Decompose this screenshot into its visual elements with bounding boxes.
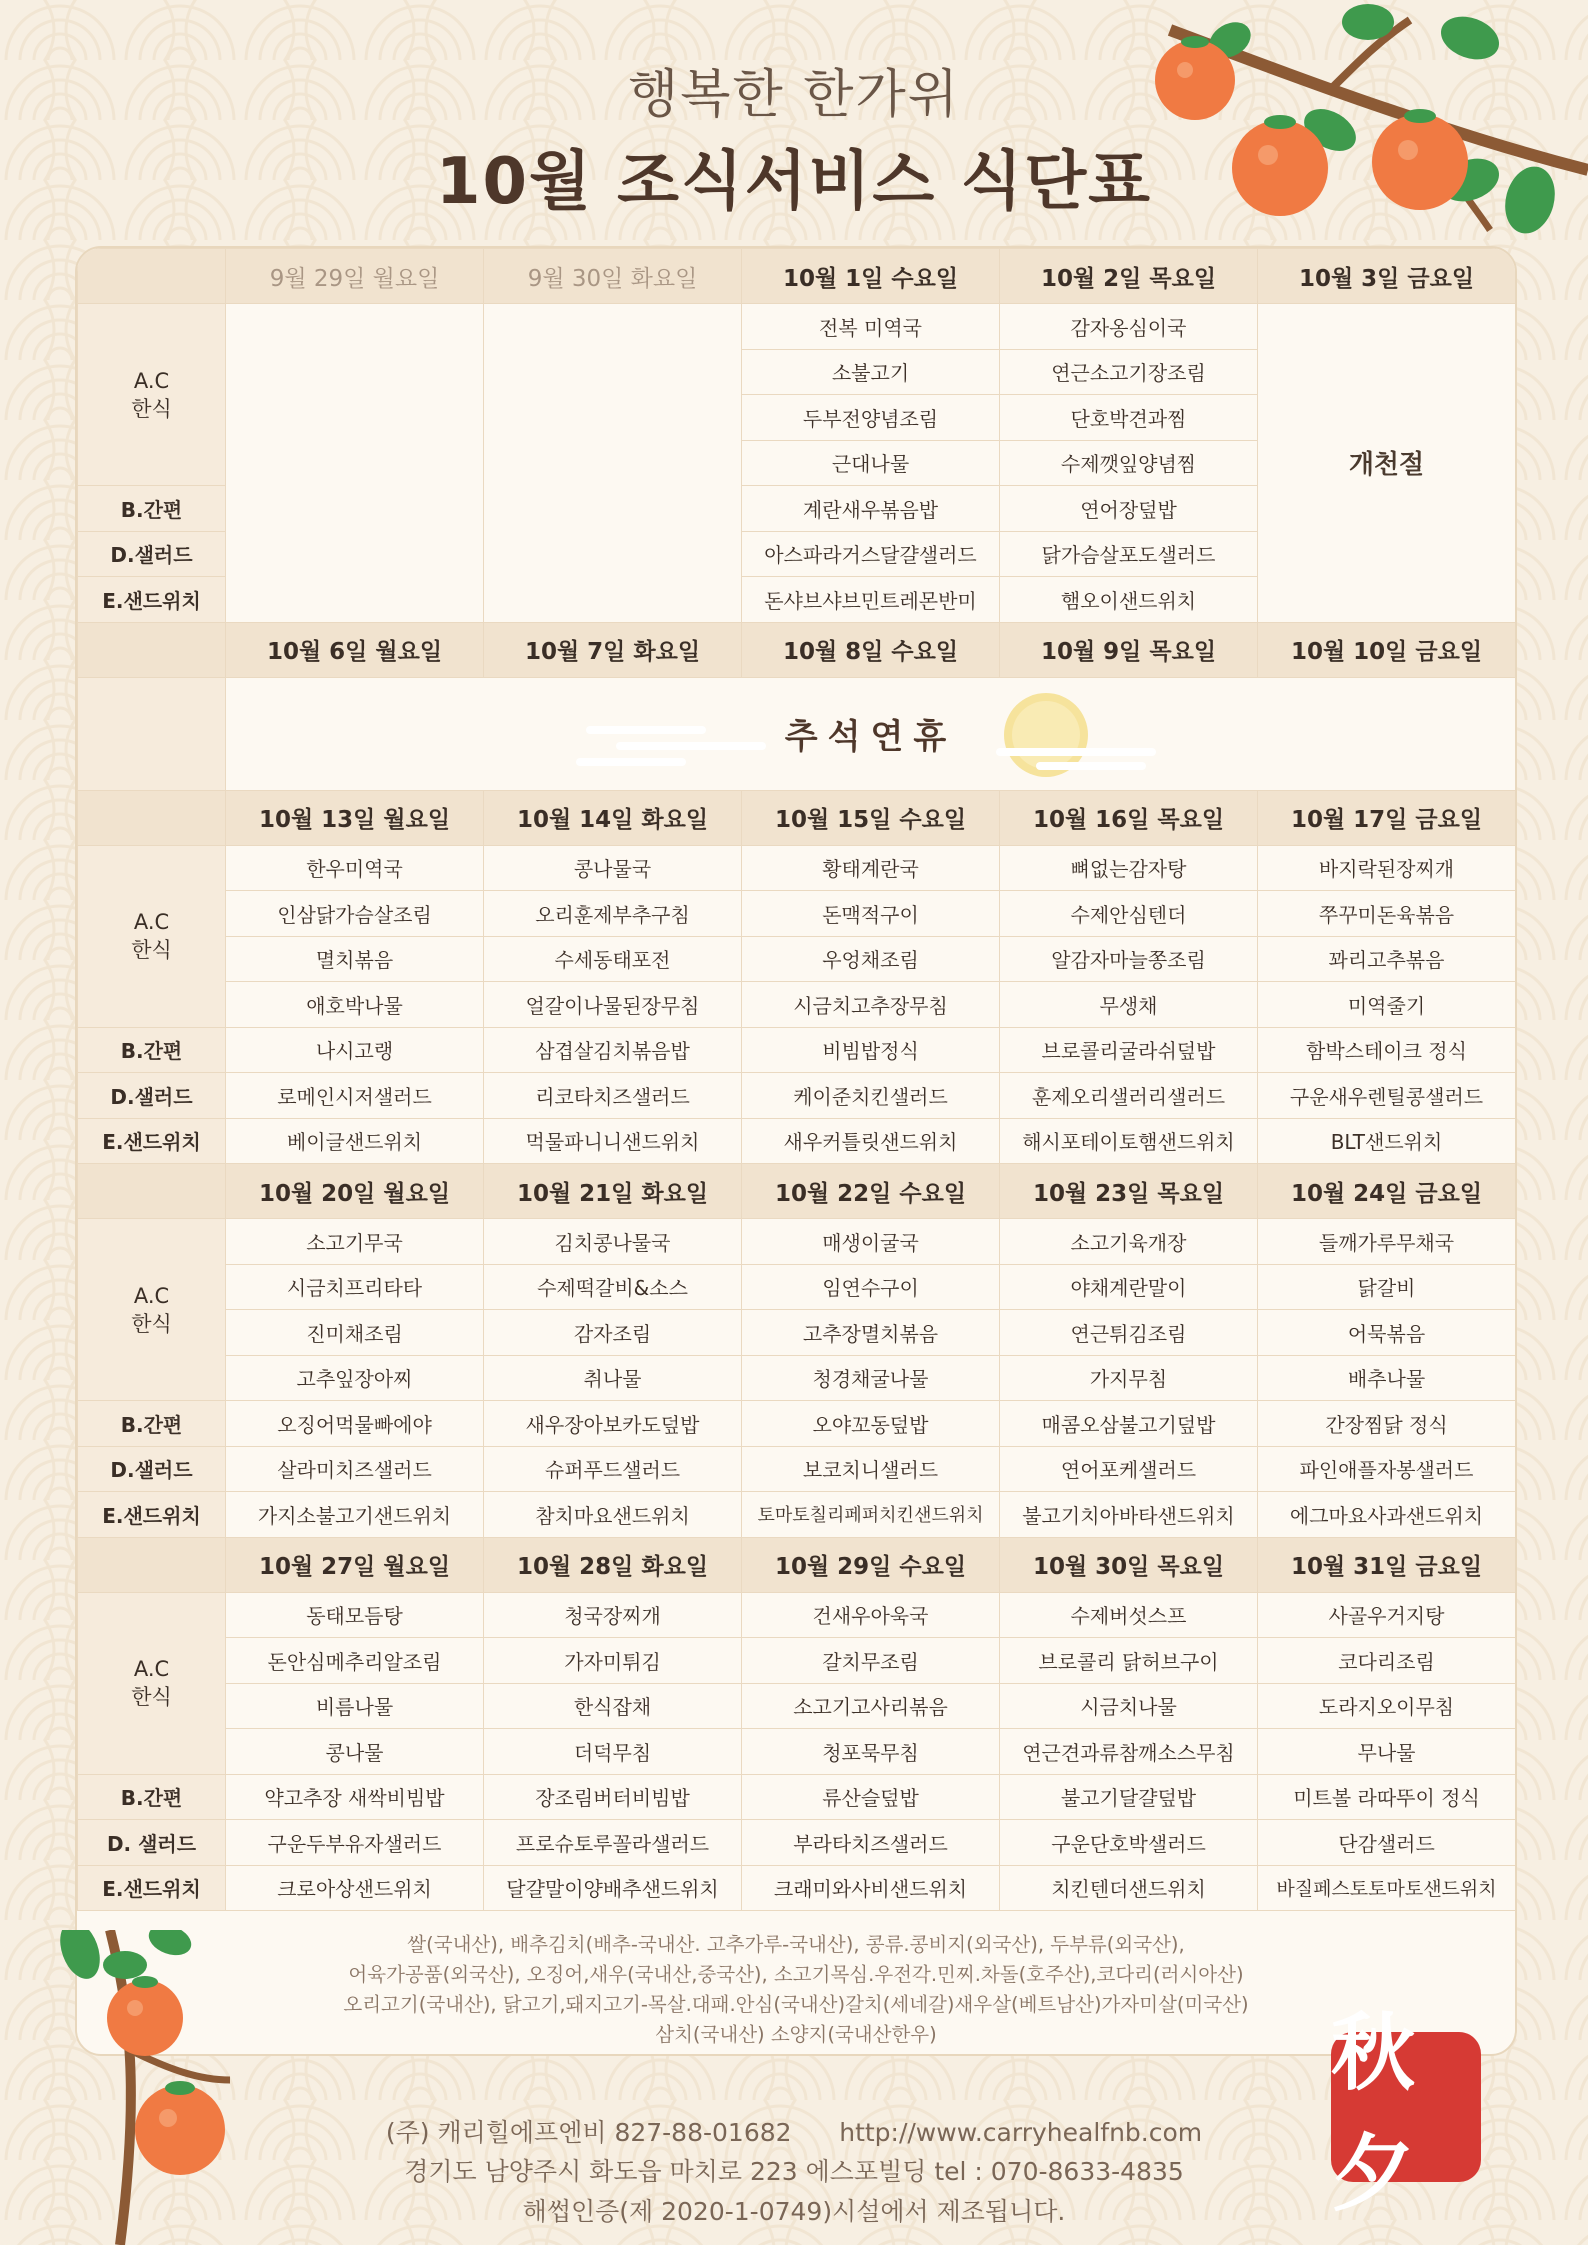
label-ac-line2: 한식: [131, 1685, 172, 1709]
menu-cell: 쭈꾸미돈육볶음: [1258, 891, 1516, 937]
menu-cell: 연어장덮밥: [1000, 486, 1258, 532]
chuseok-seal-stamp: [1331, 2003, 1481, 2223]
table-row: [78, 304, 1516, 350]
page-title: 10월 조식서비스 식단표: [435, 145, 1153, 219]
menu-cell: 부라타치즈샐러드: [742, 1820, 1000, 1866]
menu-cell: 파인애플자봉샐러드: [1258, 1446, 1516, 1492]
day-header: 10월 21일 화요일: [484, 1164, 742, 1219]
day-header: 10월 1일 수요일: [742, 249, 1000, 304]
menu-cell: 전복 미역국: [742, 304, 1000, 350]
menu-cell: 슈퍼푸드샐러드: [484, 1446, 742, 1492]
menu-cell: 크래미와사비샌드위치: [742, 1865, 1000, 1911]
menu-cell: 크로아상샌드위치: [226, 1865, 484, 1911]
label-e: E.샌드위치: [78, 1118, 226, 1164]
menu-cell: 소불고기: [742, 349, 1000, 395]
origin-note-line: 쌀(국내산), 배추김치(배추-국내산. 고추가루-국내산), 콩류.콩비지(외국산), 두부류(외국산),: [407, 1933, 1185, 1956]
menu-cell: 연근튀김조림: [1000, 1310, 1258, 1356]
menu-cell: 구운단호박샐러드: [1000, 1820, 1258, 1866]
menu-cell: 근대나물: [742, 440, 1000, 486]
label-ac-line1: A.C: [133, 910, 170, 934]
menu-table: [77, 248, 1516, 1911]
day-header: 10월 30일 목요일: [1000, 1537, 1258, 1592]
menu-cell: 들깨가루무채국: [1258, 1219, 1516, 1265]
label-e: E.샌드위치: [78, 1865, 226, 1911]
menu-cell: 콩나물국: [484, 845, 742, 891]
day-header: 10월 14일 화요일: [484, 790, 742, 845]
menu-cell: 보코치니샐러드: [742, 1446, 1000, 1492]
menu-cell: 돈맥적구이: [742, 891, 1000, 937]
day-header: 10월 17일 금요일: [1258, 790, 1516, 845]
label-b: B.간편: [78, 1401, 226, 1447]
table-row: [78, 982, 1516, 1028]
menu-cell: 브로콜리 닭허브구이: [1000, 1638, 1258, 1684]
table-row: [78, 1683, 1516, 1729]
label-e: E.샌드위치: [78, 1492, 226, 1538]
haccp-notice: 해썹인증(제 2020-1-0749)시설에서 제조됩니다.: [522, 2197, 1066, 2226]
label-ac-line2: 한식: [131, 396, 172, 421]
day-header: 10월 29일 수요일: [742, 1537, 1000, 1592]
menu-cell: 감자옹심이국: [1000, 304, 1258, 350]
origin-note-line: 삼치(국내산) 소양지(국내산한우): [655, 2023, 937, 2046]
menu-cell: 연근견과류참깨소스무침: [1000, 1729, 1258, 1775]
table-row: [78, 1729, 1516, 1775]
menu-cell: 야채계란말이: [1000, 1264, 1258, 1310]
label-d: D.샐러드: [78, 1073, 226, 1119]
menu-table-card: [75, 246, 1517, 2056]
menu-cell: 훈제오리샐러리샐러드: [1000, 1073, 1258, 1119]
table-row: [78, 1446, 1516, 1492]
label-ac-line1: A.C: [133, 1657, 170, 1681]
menu-cell: 한식잡채: [484, 1683, 742, 1729]
label-ac: [78, 304, 226, 486]
table-row: [78, 1219, 1516, 1265]
menu-cell: 감자조림: [484, 1310, 742, 1356]
menu-cell: 얼갈이나물된장무침: [484, 982, 742, 1028]
day-header: 10월 22일 수요일: [742, 1164, 1000, 1219]
table-row: [78, 1774, 1516, 1820]
day-header: 10월 27일 월요일: [226, 1537, 484, 1592]
menu-cell: 바지락된장찌개: [1258, 845, 1516, 891]
day-header: 10월 8일 수요일: [742, 622, 1000, 677]
menu-cell: 프로슈토루꼴라샐러드: [484, 1820, 742, 1866]
menu-cell: 수제떡갈비&소스: [484, 1264, 742, 1310]
table-row: [78, 1592, 1516, 1638]
origin-note-line: 오리고기(국내산), 닭고기,돼지고기-목살.대패.안심(국내산)갈치(세네갈)새우살(베트남산)가자미살(미국산): [343, 1993, 1249, 2016]
menu-cell: 두부전양념조림: [742, 395, 1000, 441]
menu-cell: 콩나물: [226, 1729, 484, 1775]
menu-cell: 먹물파니니샌드위치: [484, 1118, 742, 1164]
menu-cell: 참치마요샌드위치: [484, 1492, 742, 1538]
menu-cell: 돈안심메추리알조림: [226, 1638, 484, 1684]
header-corner: [78, 249, 226, 304]
menu-cell: 멸치볶음: [226, 936, 484, 982]
menu-cell: 한우미역국: [226, 845, 484, 891]
menu-cell: 나시고랭: [226, 1027, 484, 1073]
menu-cell: 가지무침: [1000, 1355, 1258, 1401]
menu-cell: 황태계란국: [742, 845, 1000, 891]
menu-cell: 로메인시저샐러드: [226, 1073, 484, 1119]
header-corner: [78, 622, 226, 677]
menu-cell: 애호박나물: [226, 982, 484, 1028]
menu-cell: 연근소고기장조림: [1000, 349, 1258, 395]
day-header: 9월 30일 화요일: [484, 249, 742, 304]
company-address: 경기도 남양주시 화도읍 마치로 223 에스포빌딩 tel : 070-8633-4835: [404, 2157, 1184, 2186]
week-header-row: [78, 790, 1516, 845]
menu-cell: 오야꼬동덮밥: [742, 1401, 1000, 1447]
menu-cell: 꽈리고추볶음: [1258, 936, 1516, 982]
menu-cell: 케이준치킨샐러드: [742, 1073, 1000, 1119]
menu-cell: 리코타치즈샐러드: [484, 1073, 742, 1119]
table-row: [78, 1492, 1516, 1538]
menu-cell: 미역줄기: [1258, 982, 1516, 1028]
table-row: [78, 677, 1516, 790]
day-header: 10월 16일 목요일: [1000, 790, 1258, 845]
menu-cell: 소고기무국: [226, 1219, 484, 1265]
menu-cell: 김치콩나물국: [484, 1219, 742, 1265]
menu-cell: 구운두부유자샐러드: [226, 1820, 484, 1866]
persimmon-branch-bottom-icon: [50, 1930, 280, 2245]
label-b: B.간편: [78, 486, 226, 532]
menu-cell: 갈치무조림: [742, 1638, 1000, 1684]
menu-cell: 불고기치아바타샌드위치: [1000, 1492, 1258, 1538]
menu-cell: 삼겹살김치볶음밥: [484, 1027, 742, 1073]
day-header: 10월 28일 화요일: [484, 1537, 742, 1592]
label-ac-line2: 한식: [131, 1311, 172, 1336]
origin-notes: [77, 1930, 1515, 2050]
menu-cell: 도라지오이무침: [1258, 1683, 1516, 1729]
menu-cell: 단호박견과찜: [1000, 395, 1258, 441]
menu-cell: 더덕무침: [484, 1729, 742, 1775]
table-row: [78, 936, 1516, 982]
menu-cell: 새우장아보카도덮밥: [484, 1401, 742, 1447]
label-ac: [78, 845, 226, 1027]
menu-cell: 아스파라거스달걀샐러드: [742, 531, 1000, 577]
empty-cell: [484, 304, 742, 623]
week-header-row: [78, 1164, 1516, 1219]
menu-cell: 바질페스토토마토샌드위치: [1258, 1865, 1516, 1911]
menu-cell: 베이글샌드위치: [226, 1118, 484, 1164]
menu-cell: 토마토칠리페퍼치킨샌드위치: [742, 1492, 1000, 1538]
week-header-row: [78, 622, 1516, 677]
label-b: B.간편: [78, 1027, 226, 1073]
menu-cell: 배추나물: [1258, 1355, 1516, 1401]
day-header: 10월 15일 수요일: [742, 790, 1000, 845]
menu-cell: 오리훈제부추구침: [484, 891, 742, 937]
table-row: [78, 1820, 1516, 1866]
menu-cell: 취나물: [484, 1355, 742, 1401]
menu-cell: 수제버섯스프: [1000, 1592, 1258, 1638]
menu-cell: 시금치고추장무침: [742, 982, 1000, 1028]
menu-cell: 돈샤브샤브민트레몬반미: [742, 577, 1000, 623]
menu-cell: 고추장멸치볶음: [742, 1310, 1000, 1356]
menu-cell: 무나물: [1258, 1729, 1516, 1775]
menu-cell: 수제안심텐더: [1000, 891, 1258, 937]
day-header: 10월 13일 월요일: [226, 790, 484, 845]
label-d: D. 샐러드: [78, 1820, 226, 1866]
menu-cell: 햄오이샌드위치: [1000, 577, 1258, 623]
menu-cell: 류산슬덮밥: [742, 1774, 1000, 1820]
seal-text: 秋夕: [1331, 2003, 1410, 2223]
menu-cell: 고추잎장아찌: [226, 1355, 484, 1401]
menu-cell: 에그마요사과샌드위치: [1258, 1492, 1516, 1538]
menu-cell: 장조림버터비빔밥: [484, 1774, 742, 1820]
day-header: 10월 20일 월요일: [226, 1164, 484, 1219]
menu-cell: 청국장찌개: [484, 1592, 742, 1638]
menu-cell: 매생이굴국: [742, 1219, 1000, 1265]
day-header: 10월 10일 금요일: [1258, 622, 1516, 677]
chuseok-holiday-text: 추석연휴: [784, 717, 957, 757]
menu-cell: 단감샐러드: [1258, 1820, 1516, 1866]
table-row: [78, 1355, 1516, 1401]
menu-cell: 약고추장 새싹비빔밥: [226, 1774, 484, 1820]
company-info: (주) 캐리힐에프엔비 827-88-01682 http://www.carryhealfnb.com: [385, 2118, 1203, 2147]
table-row: [78, 1027, 1516, 1073]
table-row: [78, 1073, 1516, 1119]
persimmon-branch-top-icon: [1130, 0, 1588, 250]
menu-cell: 계란새우볶음밥: [742, 486, 1000, 532]
label-b: B.간편: [78, 1774, 226, 1820]
table-row: [78, 1865, 1516, 1911]
menu-cell: 소고기육개장: [1000, 1219, 1258, 1265]
menu-cell: 우엉채조림: [742, 936, 1000, 982]
menu-cell: 치킨텐더샌드위치: [1000, 1865, 1258, 1911]
menu-cell: 비빔밥정식: [742, 1027, 1000, 1073]
chuseok-holiday-cell: [226, 677, 1516, 790]
menu-cell: 닭가슴살포도샐러드: [1000, 531, 1258, 577]
menu-cell: 뼈없는감자탕: [1000, 845, 1258, 891]
menu-cell: 시금치나물: [1000, 1683, 1258, 1729]
menu-cell: 살라미치즈샐러드: [226, 1446, 484, 1492]
menu-cell: 동태모듬탕: [226, 1592, 484, 1638]
header-corner: [78, 1537, 226, 1592]
table-row: [78, 845, 1516, 891]
menu-cell: 알감자마늘쫑조림: [1000, 936, 1258, 982]
day-header: 10월 9일 목요일: [1000, 622, 1258, 677]
menu-cell: 불고기달걀덮밥: [1000, 1774, 1258, 1820]
menu-cell: 미트볼 라따뚜이 정식: [1258, 1774, 1516, 1820]
menu-cell: 해시포테이토햄샌드위치: [1000, 1118, 1258, 1164]
table-row: [78, 1310, 1516, 1356]
table-row: [78, 1638, 1516, 1684]
menu-cell: 수세동태포전: [484, 936, 742, 982]
subtitle: 행복한 한가위: [628, 65, 960, 125]
holiday-cell: 개천절: [1258, 304, 1516, 623]
label-ac: [78, 1592, 226, 1774]
menu-cell: 시금치프리타타: [226, 1264, 484, 1310]
menu-cell: BLT샌드위치: [1258, 1118, 1516, 1164]
label-d: D.샐러드: [78, 1446, 226, 1492]
menu-cell: 사골우거지탕: [1258, 1592, 1516, 1638]
empty-cell: [226, 304, 484, 623]
menu-cell: 간장찜닭 정식: [1258, 1401, 1516, 1447]
day-header: 10월 2일 목요일: [1000, 249, 1258, 304]
header-corner: [78, 1164, 226, 1219]
day-header: 9월 29일 월요일: [226, 249, 484, 304]
day-header: 10월 6일 월요일: [226, 622, 484, 677]
origin-note-line: 어육가공품(외국산), 오징어,새우(국내산,중국산), 소고기목심.우전각.민찌.차돌(호주산),코다리(러시아산): [348, 1963, 1244, 1986]
menu-cell: 닭갈비: [1258, 1264, 1516, 1310]
header-corner: [78, 790, 226, 845]
week-header-row: [78, 249, 1516, 304]
menu-cell: 가자미튀김: [484, 1638, 742, 1684]
label-e: E.샌드위치: [78, 577, 226, 623]
menu-cell: 어묵볶음: [1258, 1310, 1516, 1356]
week-header-row: [78, 1537, 1516, 1592]
menu-cell: 새우커틀릿샌드위치: [742, 1118, 1000, 1164]
menu-cell: 함박스테이크 정식: [1258, 1027, 1516, 1073]
menu-cell: 가지소불고기샌드위치: [226, 1492, 484, 1538]
menu-cell: 건새우아욱국: [742, 1592, 1000, 1638]
empty-label-cell: [78, 677, 226, 790]
menu-cell: 코다리조림: [1258, 1638, 1516, 1684]
menu-cell: 청경채굴나물: [742, 1355, 1000, 1401]
menu-cell: 무생채: [1000, 982, 1258, 1028]
menu-cell: 구운새우렌틸콩샐러드: [1258, 1073, 1516, 1119]
menu-cell: 소고기고사리볶음: [742, 1683, 1000, 1729]
table-row: [78, 1264, 1516, 1310]
label-ac-line1: A.C: [133, 368, 170, 393]
menu-cell: 매콤오삼불고기덮밥: [1000, 1401, 1258, 1447]
menu-cell: 연어포케샐러드: [1000, 1446, 1258, 1492]
day-header: 10월 31일 금요일: [1258, 1537, 1516, 1592]
label-ac-line1: A.C: [133, 1283, 170, 1308]
day-header: 10월 24일 금요일: [1258, 1164, 1516, 1219]
menu-cell: 달걀말이양배추샌드위치: [484, 1865, 742, 1911]
day-header: 10월 3일 금요일: [1258, 249, 1516, 304]
table-row: [78, 1118, 1516, 1164]
menu-cell: 수제깻잎양념찜: [1000, 440, 1258, 486]
menu-cell: 진미채조림: [226, 1310, 484, 1356]
table-row: [78, 891, 1516, 937]
day-header: 10월 23일 목요일: [1000, 1164, 1258, 1219]
label-d: D.샐러드: [78, 531, 226, 577]
menu-cell: 비름나물: [226, 1683, 484, 1729]
table-row: [78, 1401, 1516, 1447]
menu-cell: 청포묵무침: [742, 1729, 1000, 1775]
menu-cell: 오징어먹물빠에야: [226, 1401, 484, 1447]
menu-cell: 브로콜리굴라쉬덮밥: [1000, 1027, 1258, 1073]
label-ac: [78, 1219, 226, 1401]
day-header: 10월 7일 화요일: [484, 622, 742, 677]
menu-cell: 인삼닭가슴살조림: [226, 891, 484, 937]
menu-cell: 임연수구이: [742, 1264, 1000, 1310]
label-ac-line2: 한식: [131, 938, 172, 962]
